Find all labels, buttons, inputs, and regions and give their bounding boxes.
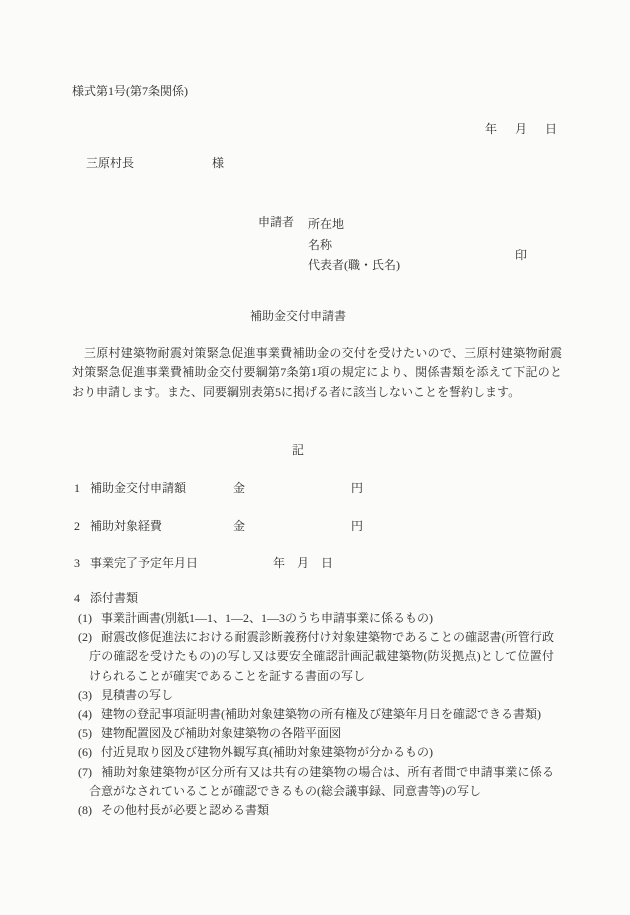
item-attachments-heading [0,590,630,606]
item-label: 補助金交付申請額 [90,481,187,495]
attachment-text: 建物配置図及び補助対象建築物の各階平面図 [101,726,342,741]
attachment-number: (4) [78,707,92,722]
attachment-number: (2) [78,630,92,645]
applicant-address-label: 所在地 [308,217,345,231]
attachment-text: 事業計画書(別紙1―1、1―2、1―3のうち申請事業に係るもの) [101,611,433,625]
item-number: 2 [74,519,80,533]
amount-prefix-kin: 金 [233,519,246,533]
section-marker-ki: 記 [291,443,304,457]
form-number: 様式第1号(第7条関係) [72,84,188,98]
attachment-text: 耐震改修促進法における耐震診断義務付け対象建築物であることの確認書(所管行政庁の確認を受けたもの)の写し又は要安全確認計画記載建築物(防災拠点)として位置付けられることが確実であることを証する書面の写し [89,630,554,683]
date-blank-fields: 年 月 日 [273,556,334,570]
attachment-item-6 [72,743,554,762]
item-label: 事業完了予定年月日 [90,556,199,570]
item-label: 添付書類 [90,591,139,605]
attachment-number: (8) [78,803,92,818]
addressee-name: 三原村長 [86,156,135,170]
attachment-item-3 [72,686,554,705]
seal-mark: 印 [515,248,528,262]
attachment-text: 補助対象建築物が区分所有又は共有の建築物の場合は、所有者間で申請事業に係る合意がなされていることが確認できるもの(総会議事録、同意書等)の写し [89,764,554,798]
attachment-item-2 [72,628,554,686]
attachment-text: 見積書の写し [101,687,174,702]
applicant-label: 申請者 [258,215,295,229]
attachment-item-1 [72,609,554,628]
body-paragraph: 三原村建築物耐震対策緊急促進事業費補助金の交付を受けたいので、三原村建築物耐震対策緊急促進事業費補助金交付要綱第7条第1項の規定により、関係書類を添えて下記のとおり申請します。また、同要綱別表第5に掲げる者に該当しないことを誓約します。 [72,346,562,399]
date-blank-line: 年 月 日 [485,122,561,136]
attachment-item-4 [72,705,554,724]
addressee-line [86,155,224,171]
applicant-block [258,214,400,276]
item-label: 補助対象経費 [90,519,163,533]
amount-suffix-yen: 円 [351,481,364,495]
item-completion-date [0,555,630,571]
applicant-name-label: 名称 [308,237,333,252]
attachment-text: その他村長が必要と認める書類 [101,803,270,818]
attachment-text: 付近見取り図及び建物外観写真(補助対象建築物が分かるもの) [101,745,433,760]
applicant-representative-label: 代表者(職・氏名) [308,258,400,272]
attachment-item-7 [72,763,554,801]
item-grant-amount [0,480,630,496]
item-number: 1 [74,481,80,495]
applicant-fields [308,214,400,276]
attachment-number: (3) [78,687,92,702]
item-number: 3 [74,556,80,570]
attachment-item-8 [72,801,554,820]
document-title: 補助金交付申請書 [249,309,346,323]
attachment-text: 建物の登記事項証明書(補助対象建築物の所有権及び建築年月日を確認できる書類) [101,707,541,722]
attachment-number: (6) [78,745,92,760]
amount-prefix-kin: 金 [233,481,246,495]
attachment-number: (5) [78,726,92,741]
item-number: 4 [74,591,80,605]
attachment-item-5 [72,724,554,743]
addressee-honorific: 様 [212,156,225,170]
attachment-number: (1) [78,611,92,625]
attachments-list [72,609,554,820]
attachment-number: (7) [78,764,92,779]
item-eligible-expense [0,518,630,534]
amount-suffix-yen: 円 [351,519,364,533]
